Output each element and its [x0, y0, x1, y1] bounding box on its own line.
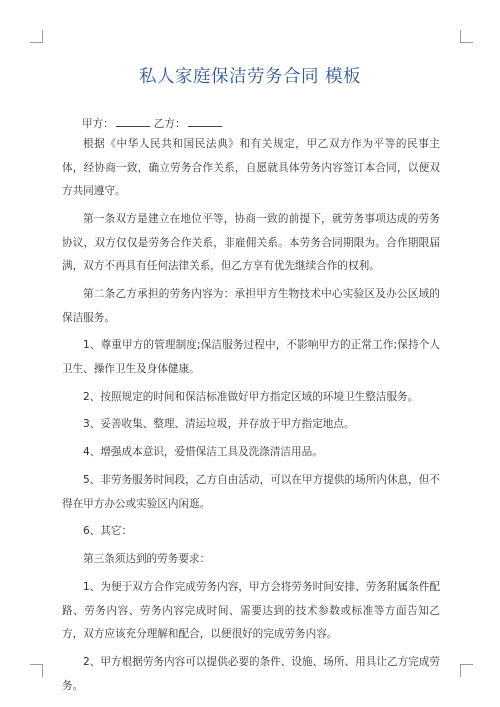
crop-mark-top-left	[30, 30, 43, 43]
list-item: 2、甲方根据劳务内容可以提供必要的条件、设施、场所、用具让乙方完成劳务。	[62, 655, 440, 692]
party-a-blank	[116, 116, 150, 127]
list-item: 4、增强成本意识，爱惜保洁工具及洗涤清洁用品。	[83, 446, 323, 459]
parties-line	[82, 116, 226, 131]
document-title: 私人家庭保洁劳务合同 模板	[138, 67, 362, 87]
paragraph-article-1: 第一条双方是建立在地位平等，协商一致的前提下，就劳务事项达成的劳务协议，双方仅仅是劳务合作关系，非雇佣关系。本劳务合同期限为。合作期限届满，双方不再具有任何法律关系，但乙方享有优先继续合作的权利。	[62, 212, 440, 273]
paragraph-article-2: 第二条乙方承担的劳务内容为：承担甲方生物技术中心实验区及办公区域的保洁服务。	[62, 287, 440, 324]
list-item: 6、其它：	[83, 525, 133, 538]
crop-mark-bottom-right	[460, 664, 473, 677]
party-b-label: 乙方：	[153, 118, 186, 130]
paragraph-preamble: 根据《中华人民共和国民法典》和有关规定，甲乙双方作为平等的民事主体，经协商一致，确立劳务合作关系，自愿就具体劳务内容签订本合同，以便双方共同遵守。	[62, 138, 440, 198]
list-item: 1、为便于双方合作完成劳务内容，甲方会将劳务时间安排、劳务附属条件配路、劳务内容、劳务内容完成时间、需要达到的技术参数或标准等方面告知乙方，双方应该充分理解和配合，以便很好的完成劳务内容。	[62, 580, 440, 641]
crop-mark-bottom-left	[30, 664, 43, 677]
list-item: 5、非劳务服务时间段，乙方自由活动，可以在甲方提供的场所内休息，但不得在甲方办公或实验区内闲逛。	[62, 474, 440, 510]
contract-body	[62, 133, 440, 702]
party-b-blank	[188, 116, 222, 127]
list-item: 1、尊重甲方的管理制度;保洁服务过程中，不影响甲方的正常工作;保持个人卫生、操作卫生及身体健康。	[62, 339, 440, 375]
paragraph-article-3: 第三条须达到的劳务要求：	[83, 553, 211, 566]
list-item: 3、妥善收集、整理、清运垃圾，并存放于甲方指定地点。	[83, 418, 355, 431]
list-item: 2、按照规定的时间和保洁标准做好甲方指定区域的环境卫生整洁服务。	[83, 390, 419, 403]
crop-mark-top-right	[460, 30, 473, 43]
party-a-label: 甲方：	[82, 118, 114, 130]
